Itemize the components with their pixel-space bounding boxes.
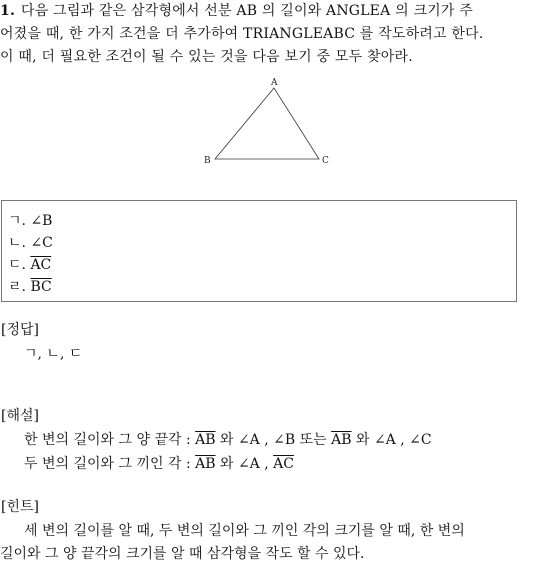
triangle-figure xyxy=(195,76,345,168)
question-number: 1. xyxy=(0,3,16,19)
vertex-label-a: A xyxy=(271,78,278,88)
triangle-svg xyxy=(195,76,345,168)
hint-line-1: 세 변의 길이를 알 때, 두 변의 길이와 그 끼인 각의 크기를 알 때, 한 변의 xyxy=(24,523,465,539)
explanation-line-2: 두 변의 길이와 그 끼인 각 : $\overline{AB}$ 와 ∠A , $\overline{AC}$ xyxy=(24,456,294,472)
hint-label: [힌트] xyxy=(1,499,39,515)
answer-label: [정답] xyxy=(1,322,39,338)
question-line-2: 어졌을 때, 한 가지 조건을 더 추가하여 TRIANGLEABC 를 작도하려고 한다. xyxy=(0,26,484,42)
choice-item-3: ㄷ. $\overline{AC}$ xyxy=(8,257,52,273)
explanation-line-1: 한 변의 길이와 그 양 끝각 : $\overline{AB}$ 와 ∠A , ∠B 또는 $\overline{AB}$ 와 ∠A , ∠C xyxy=(24,432,432,448)
choice-item-4: ㄹ. $\overline{BC}$ xyxy=(8,279,52,295)
choice-item-1: ㄱ. ∠B xyxy=(8,213,53,229)
question-line-3: 이 때, 더 필요한 조건이 될 수 있는 것을 다음 보기 중 모두 찾아라. xyxy=(0,49,413,65)
vertex-label-c: C xyxy=(322,156,329,166)
choices-box xyxy=(1,200,517,302)
choice-item-2: ㄴ. ∠C xyxy=(8,235,53,251)
explanation-label: [해설] xyxy=(1,408,39,424)
question-block xyxy=(0,0,534,69)
vertex-label-b: B xyxy=(204,156,211,166)
hint-line-2: 길이와 그 양 끝각의 크기를 알 때 삼각형을 작도 할 수 있다. xyxy=(0,546,365,562)
answer-text: ㄱ, ㄴ, ㄷ xyxy=(24,346,83,362)
question-line-1: 1. 다음 그림과 같은 삼각형에서 선분 AB 의 길이와 ANGLEA 의 크기가 주 xyxy=(0,3,473,19)
triangle-shape xyxy=(215,88,319,159)
